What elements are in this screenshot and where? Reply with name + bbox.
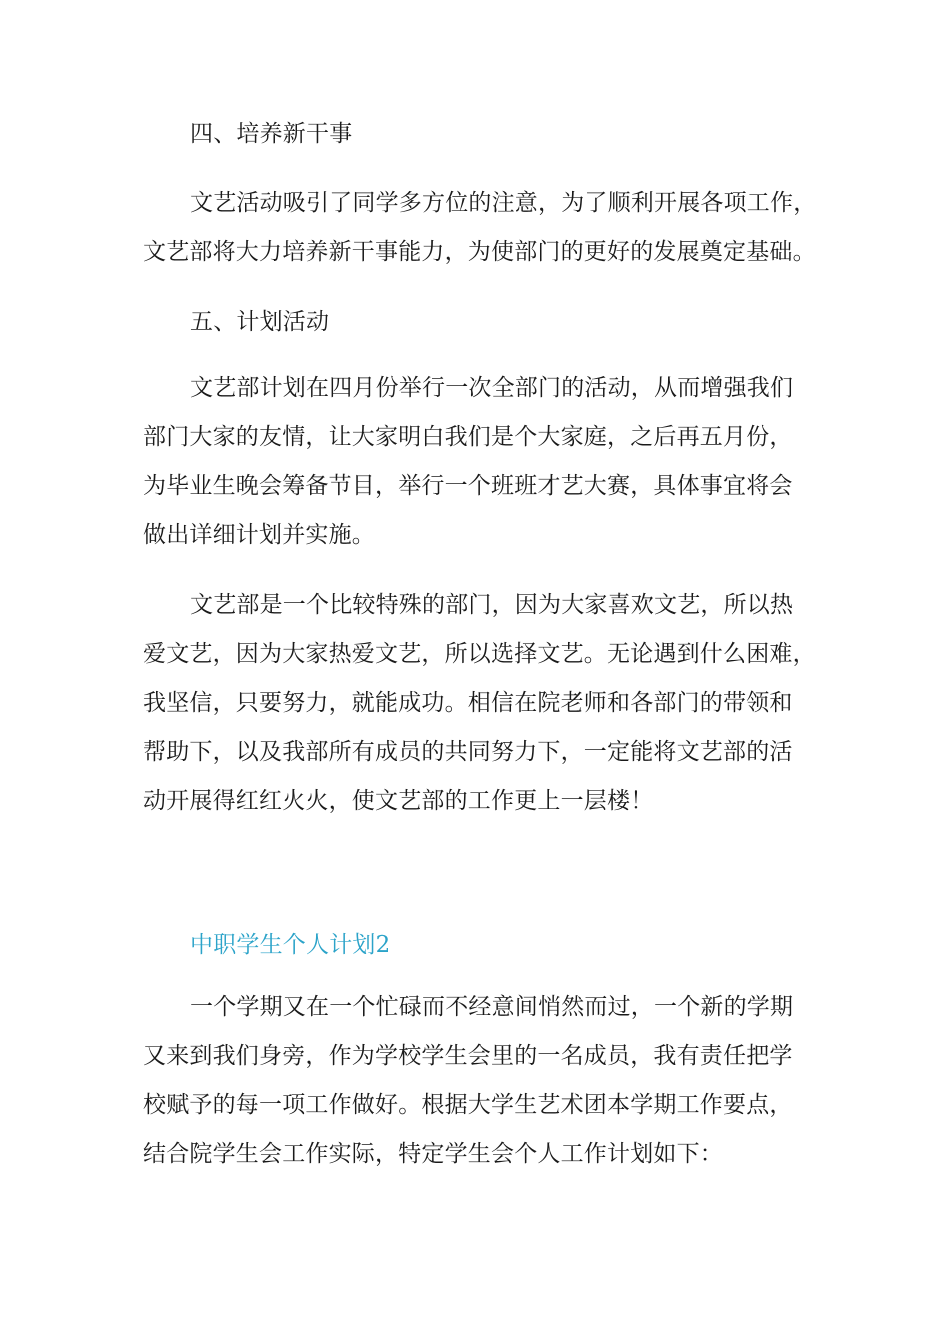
section-five-line-3: 为毕业生晚会筹备节目，举行一个班班才艺大赛，具体事宜将会 [143, 473, 793, 499]
closing-line-5: 动开展得红红火火，使文艺部的工作更上一层楼！ [143, 788, 654, 814]
plan-two-line-2: 又来到我们身旁，作为学校学生会里的一名成员，我有责任把学 [143, 1043, 793, 1069]
section-five-line-1: 文艺部计划在四月份举行一次全部门的活动，从而增强我们 [190, 375, 794, 401]
closing-line-4: 帮助下，以及我部所有成员的共同努力下，一定能将文艺部的活 [143, 739, 793, 765]
section-four-line-2: 文艺部将大力培养新干事能力，为使部门的更好的发展奠定基础。 [143, 239, 816, 265]
plan-two-title: 中职学生个人计划2 [190, 932, 391, 958]
plan-two-line-4: 结合院学生会工作实际，特定学生会个人工作计划如下： [143, 1141, 723, 1167]
closing-line-3: 我坚信，只要努力，就能成功。相信在院老师和各部门的带领和 [143, 690, 793, 716]
plan-two-line-3: 校赋予的每一项工作做好。根据大学生艺术团本学期工作要点， [143, 1092, 793, 1118]
section-four-line-1: 文艺活动吸引了同学多方位的注意，为了顺利开展各项工作， [190, 190, 817, 216]
section-five-line-2: 部门大家的友情，让大家明白我们是个大家庭，之后再五月份， [143, 424, 793, 450]
closing-line-1: 文艺部是一个比较特殊的部门，因为大家喜欢文艺，所以热 [190, 592, 794, 618]
closing-line-2: 爱文艺，因为大家热爱文艺，所以选择文艺。无论遇到什么困难， [143, 641, 816, 667]
plan-two-line-1: 一个学期又在一个忙碌而不经意间悄然而过，一个新的学期 [190, 994, 794, 1020]
section-five-line-4: 做出详细计划并实施。 [143, 522, 375, 548]
section-five-heading: 五、计划活动 [190, 309, 330, 335]
section-four-heading: 四、培养新干事 [190, 121, 353, 147]
